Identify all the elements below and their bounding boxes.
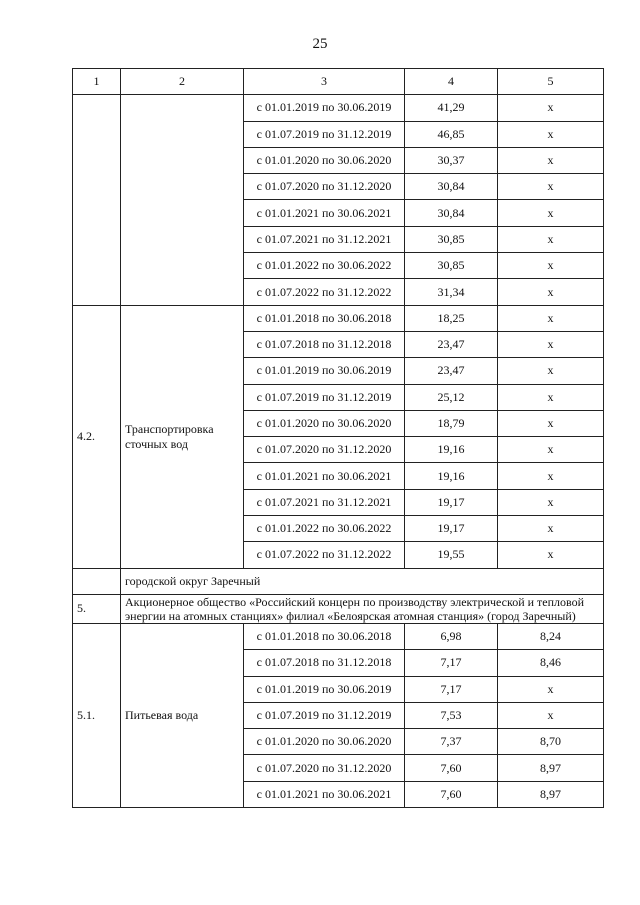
period-cell: с 01.07.2018 по 31.12.2018 xyxy=(244,650,405,676)
section-district-cell: городской округ Заречный xyxy=(121,568,604,594)
period-cell: с 01.01.2020 по 30.06.2020 xyxy=(244,147,405,173)
table-row xyxy=(73,305,604,331)
header-col-4: 4 xyxy=(405,69,498,95)
value-col4-cell: 7,53 xyxy=(405,702,498,728)
period-cell: с 01.07.2020 по 31.12.2020 xyxy=(244,174,405,200)
period-cell: с 01.07.2019 по 31.12.2019 xyxy=(244,702,405,728)
value-col5-cell: х xyxy=(498,437,604,463)
item-name-cell: Транспортировка сточных вод xyxy=(121,305,244,568)
item-name-cell xyxy=(121,95,244,305)
value-col5-cell: х xyxy=(498,200,604,226)
period-cell: с 01.01.2020 по 30.06.2020 xyxy=(244,410,405,436)
value-col4-cell: 7,17 xyxy=(405,676,498,702)
value-col4-cell: 30,85 xyxy=(405,226,498,252)
table-row xyxy=(73,95,604,121)
period-cell: с 01.07.2020 по 31.12.2020 xyxy=(244,437,405,463)
period-cell: с 01.01.2019 по 30.06.2019 xyxy=(244,95,405,121)
period-cell: с 01.07.2018 по 31.12.2018 xyxy=(244,331,405,357)
value-col5-cell: х xyxy=(498,279,604,305)
value-col4-cell: 7,17 xyxy=(405,650,498,676)
value-col4-cell: 7,60 xyxy=(405,755,498,781)
item-number-cell: 5.1. xyxy=(73,623,121,807)
value-col4-cell: 30,84 xyxy=(405,200,498,226)
period-cell: с 01.01.2019 по 30.06.2019 xyxy=(244,358,405,384)
value-col4-cell: 7,60 xyxy=(405,781,498,807)
header-col-1: 1 xyxy=(73,69,121,95)
org-name-cell: Акционерное общество «Российский концерн по производству электрической и тепловой энергии на атомных станциях» филиал «Белоярская атомная станция» (город Заречный) xyxy=(121,594,604,623)
value-col4-cell: 23,47 xyxy=(405,331,498,357)
header-col-2: 2 xyxy=(121,69,244,95)
value-col5-cell: 8,46 xyxy=(498,650,604,676)
value-col4-cell: 41,29 xyxy=(405,95,498,121)
value-col4-cell: 19,17 xyxy=(405,489,498,515)
period-cell: с 01.01.2018 по 30.06.2018 xyxy=(244,305,405,331)
tariff-table xyxy=(72,68,604,808)
value-col4-cell: 30,84 xyxy=(405,174,498,200)
header-col-5: 5 xyxy=(498,69,604,95)
value-col4-cell: 6,98 xyxy=(405,623,498,649)
period-cell: с 01.01.2021 по 30.06.2021 xyxy=(244,200,405,226)
period-cell: с 01.07.2021 по 31.12.2021 xyxy=(244,226,405,252)
value-col5-cell: х xyxy=(498,358,604,384)
value-col4-cell: 46,85 xyxy=(405,121,498,147)
value-col5-cell: х xyxy=(498,542,604,568)
value-col4-cell: 23,47 xyxy=(405,358,498,384)
period-cell: с 01.01.2020 по 30.06.2020 xyxy=(244,729,405,755)
period-cell: с 01.07.2019 по 31.12.2019 xyxy=(244,384,405,410)
value-col5-cell: х xyxy=(498,305,604,331)
value-col5-cell: 8,97 xyxy=(498,781,604,807)
item-name-cell: Питьевая вода xyxy=(121,623,244,807)
value-col5-cell: х xyxy=(498,95,604,121)
value-col5-cell: 8,24 xyxy=(498,623,604,649)
value-col5-cell: х xyxy=(498,331,604,357)
period-cell: с 01.07.2019 по 31.12.2019 xyxy=(244,121,405,147)
value-col5-cell: х xyxy=(498,174,604,200)
value-col4-cell: 19,16 xyxy=(405,437,498,463)
value-col4-cell: 18,25 xyxy=(405,305,498,331)
value-col5-cell: х xyxy=(498,489,604,515)
value-col5-cell: х xyxy=(498,463,604,489)
period-cell: с 01.07.2022 по 31.12.2022 xyxy=(244,542,405,568)
org-row xyxy=(73,594,604,623)
value-col5-cell: х xyxy=(498,226,604,252)
value-col5-cell: х xyxy=(498,147,604,173)
period-cell: с 01.07.2021 по 31.12.2021 xyxy=(244,489,405,515)
value-col4-cell: 25,12 xyxy=(405,384,498,410)
period-cell: с 01.01.2018 по 30.06.2018 xyxy=(244,623,405,649)
value-col5-cell: х xyxy=(498,384,604,410)
value-col4-cell: 18,79 xyxy=(405,410,498,436)
period-cell: с 01.01.2019 по 30.06.2019 xyxy=(244,676,405,702)
page-number: 25 xyxy=(312,36,328,52)
value-col5-cell: х xyxy=(498,516,604,542)
value-col4-cell: 7,37 xyxy=(405,729,498,755)
period-cell: с 01.01.2021 по 30.06.2021 xyxy=(244,781,405,807)
period-cell: с 01.01.2022 по 30.06.2022 xyxy=(244,516,405,542)
header-row xyxy=(73,69,604,95)
table-body xyxy=(73,95,604,808)
period-cell: с 01.07.2020 по 31.12.2020 xyxy=(244,755,405,781)
section-empty-cell xyxy=(73,568,121,594)
value-col5-cell: 8,70 xyxy=(498,729,604,755)
value-col5-cell: х xyxy=(498,410,604,436)
item-number-cell: 4.2. xyxy=(73,305,121,568)
value-col4-cell: 30,85 xyxy=(405,253,498,279)
value-col4-cell: 19,16 xyxy=(405,463,498,489)
value-col5-cell: х xyxy=(498,676,604,702)
value-col4-cell: 31,34 xyxy=(405,279,498,305)
section-row xyxy=(73,568,604,594)
value-col5-cell: х xyxy=(498,702,604,728)
org-number-cell: 5. xyxy=(73,594,121,623)
header-col-3: 3 xyxy=(244,69,405,95)
value-col4-cell: 19,17 xyxy=(405,516,498,542)
value-col5-cell: х xyxy=(498,253,604,279)
period-cell: с 01.07.2022 по 31.12.2022 xyxy=(244,279,405,305)
value-col4-cell: 30,37 xyxy=(405,147,498,173)
period-cell: с 01.01.2021 по 30.06.2021 xyxy=(244,463,405,489)
item-number-cell xyxy=(73,95,121,305)
period-cell: с 01.01.2022 по 30.06.2022 xyxy=(244,253,405,279)
value-col5-cell: х xyxy=(498,121,604,147)
value-col5-cell: 8,97 xyxy=(498,755,604,781)
table-row xyxy=(73,623,604,649)
value-col4-cell: 19,55 xyxy=(405,542,498,568)
